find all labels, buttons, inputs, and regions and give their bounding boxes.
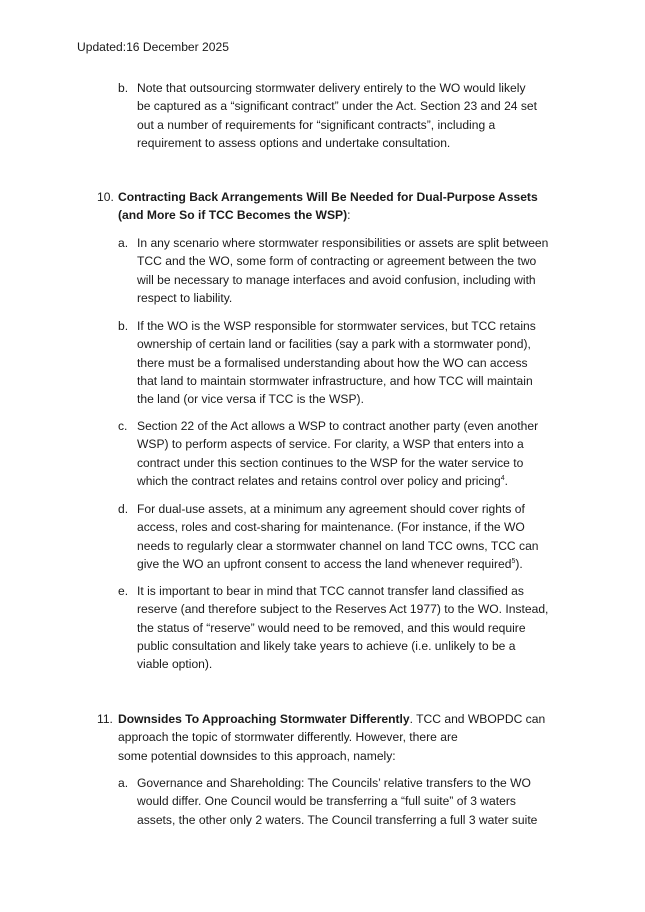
text-line: In any scenario where stormwater responsibilities or assets are split between — [137, 236, 549, 250]
heading-suffix: : — [347, 208, 351, 223]
text-line: be captured as a “significant contract” under the Act. Section 23 and 24 set — [137, 99, 538, 114]
text-line: the land (or vice versa if TCC is the WSP). — [137, 392, 364, 407]
text-tail: ). — [515, 556, 523, 571]
text-line: Governance and Shareholding: The Councils’ relative transfers to the WO — [137, 776, 531, 790]
section-title: Downsides To Approaching Stormwater Differently — [118, 712, 410, 726]
text-line: that land to maintain stormwater infrastructure, and how TCC will maintain — [137, 373, 533, 388]
footnote-reference[interactable]: 4 — [500, 474, 505, 482]
text-line: the status of “reserve” would need to be removed, and this would require — [137, 620, 526, 635]
text-line: For dual-use assets, at a minimum any agreement should cover rights of — [137, 502, 525, 516]
text-line: It is important to bear in mind that TCC cannot transfer land classified as — [137, 584, 524, 598]
list-marker: a. — [118, 236, 129, 250]
section-number: 11. — [97, 712, 113, 726]
section-title: Contracting Back Arrangements Will Be Needed for Dual-Purpose Assets — [118, 190, 538, 204]
text-line: reserve (and therefore subject to the Reserves Act 1977) to the WO. Instead, — [137, 602, 549, 617]
text-line: . TCC and WBOPDC can — [409, 712, 546, 726]
updated-date: Updated:16 December 2025 — [77, 40, 229, 54]
list-item-text — [137, 79, 537, 152]
text-line: WSP) to perform aspects of service. For clarity, a WSP that enters into a — [137, 437, 524, 452]
text-line: assets, the other only 2 waters. The Council transferring a full 3 water suite — [137, 812, 538, 827]
text-line: approach the topic of stormwater differently. However, there are — [118, 730, 458, 745]
footnote-reference[interactable]: 5 — [511, 557, 516, 565]
text-line: Section 22 of the Act allows a WSP to contract another party (even another — [137, 419, 539, 433]
text-line: would differ. One Council would be transferring a “full suite” of 3 waters — [137, 794, 516, 809]
list-marker: a. — [118, 776, 129, 790]
section-title: (and More So if TCC Becomes the WSP) — [118, 208, 348, 223]
section-number: 10. — [97, 190, 114, 204]
text-line: public consultation and likely take years to achieve (i.e. unlikely to be a — [137, 638, 516, 653]
text-tail: . — [504, 473, 508, 488]
text-line: which the contract relates and retains control over policy and pricing — [137, 473, 501, 488]
text-line: ownership of certain land or facilities (say a park with a stormwater pond), — [137, 337, 531, 352]
list-marker: c. — [118, 419, 128, 433]
text-line: access, roles and cost-sharing for maintenance. (For instance, if the WO — [137, 520, 525, 535]
text-line: Note that outsourcing stormwater delivery entirely to the WO would likely — [137, 81, 526, 95]
list-marker: d. — [118, 502, 129, 516]
text-line: out a number of requirements for “significant contracts”, including a — [137, 117, 496, 132]
text-line: viable option). — [137, 657, 213, 672]
text-line: needs to regularly clear a stormwater channel on land TCC owns, TCC can — [137, 538, 539, 553]
text-line: will be necessary to manage interfaces and avoid confusion, including with — [137, 272, 536, 287]
text-line: TCC and the WO, some form of contracting or agreement between the two — [137, 254, 537, 269]
list-marker: b. — [118, 319, 129, 333]
text-line: requirement to assess options and undertake consultation. — [137, 135, 451, 150]
text-line: give the WO an upfront consent to access the land whenever required — [137, 556, 512, 571]
list-marker: b. — [118, 81, 129, 95]
list-marker: e. — [118, 584, 129, 598]
text-line: contract under this section continues to the WSP for the water service to — [137, 455, 524, 470]
text-line: respect to liability. — [137, 290, 233, 305]
text-line: some potential downsides to this approach, namely: — [118, 748, 396, 763]
text-line: there must be a formalised understanding about how the WO can access — [137, 355, 528, 370]
text-line: If the WO is the WSP responsible for stormwater services, but TCC retains — [137, 319, 536, 333]
